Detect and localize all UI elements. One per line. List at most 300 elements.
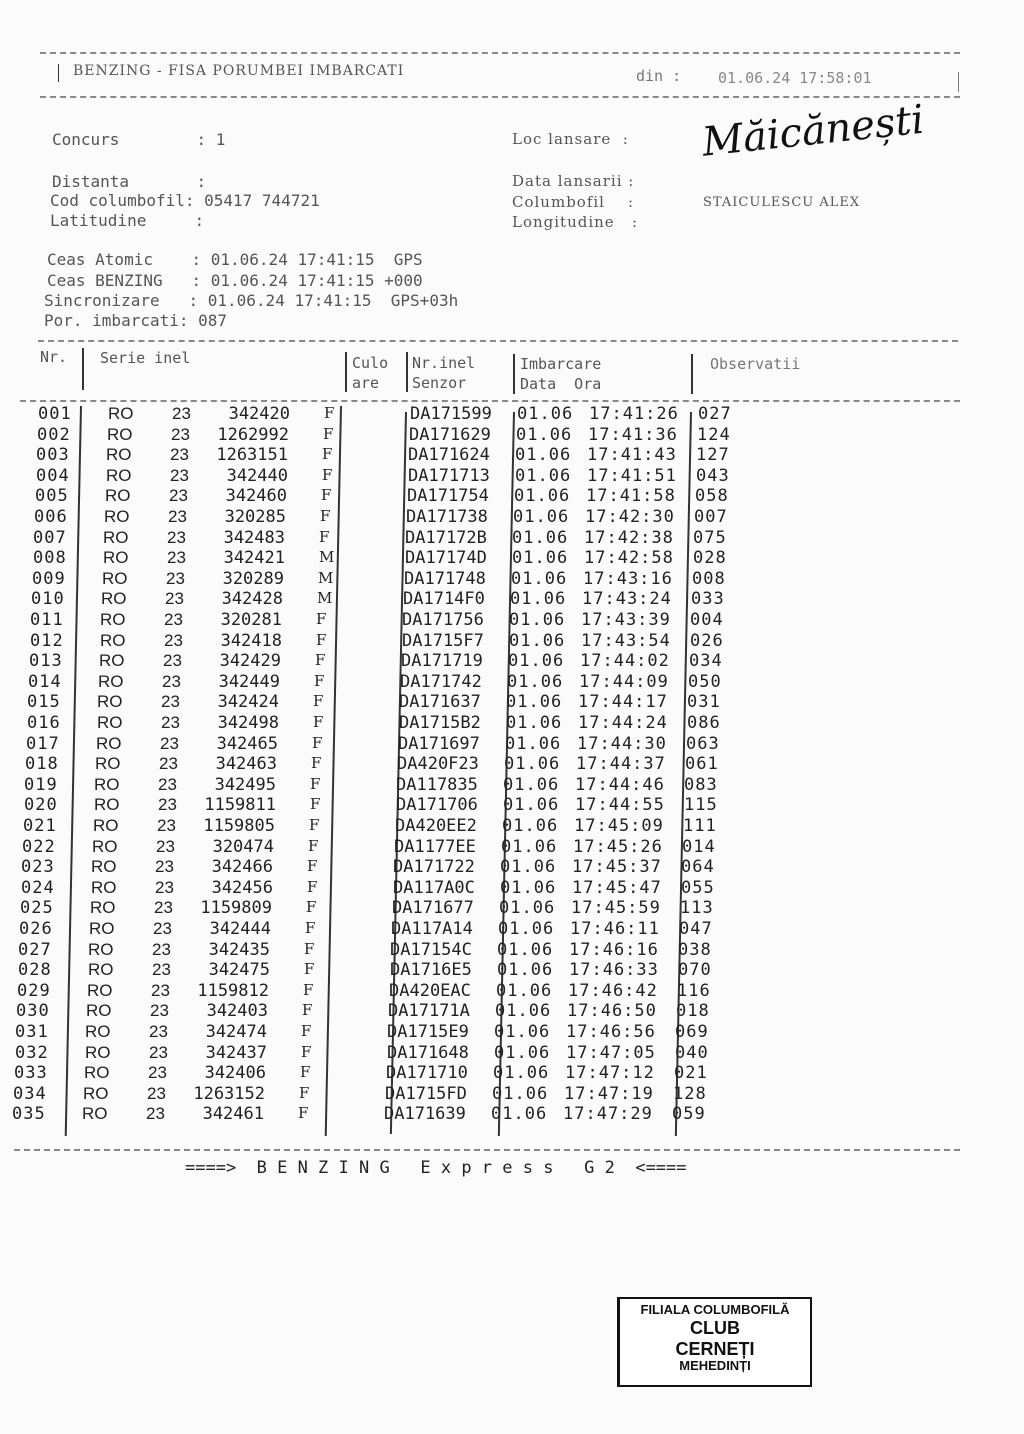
row-observatii: 128	[673, 1083, 707, 1104]
row-country: RO	[94, 774, 120, 794]
table-row	[0, 692, 1024, 713]
table-row	[0, 919, 1024, 940]
table-row	[0, 672, 1024, 693]
row-observatii: 113	[680, 898, 714, 919]
row-sensor-ring: DA1715B2	[399, 713, 481, 733]
col-divider-culoare	[406, 352, 408, 392]
row-year: 23	[157, 816, 176, 835]
row-year: 23	[159, 754, 178, 774]
row-date: 01.06	[505, 733, 562, 754]
row-country: RO	[104, 507, 130, 526]
row-date: 01.06	[517, 404, 574, 424]
row-time: 17:46:16	[569, 939, 659, 960]
row-sex: F	[313, 692, 324, 711]
row-time: 17:46:33	[569, 960, 659, 981]
row-ring-number: 342428	[221, 589, 283, 610]
row-time: 17:45:09	[574, 816, 664, 836]
loc-lansare-field: Loc lansare :	[512, 130, 629, 148]
row-nr: 007	[33, 527, 67, 548]
table-row	[0, 1043, 1024, 1064]
row-observatii: 115	[684, 795, 718, 816]
table-row	[0, 754, 1024, 775]
row-sensor-ring: DA420EAC	[389, 980, 471, 1001]
row-time: 17:42:58	[584, 548, 674, 569]
row-ring-number: 342437	[205, 1042, 267, 1063]
row-year: 23	[147, 1083, 166, 1103]
table-row	[0, 940, 1024, 961]
row-sex: F	[312, 733, 323, 752]
row-ring-number: 320281	[220, 610, 282, 630]
table-row	[0, 1084, 1024, 1105]
row-observatii: 058	[695, 486, 729, 507]
table-row	[0, 610, 1024, 631]
row-nr: 023	[21, 857, 55, 878]
row-sensor-ring: DA117A0C	[393, 877, 475, 898]
stamp-line-3: CERNEȚI	[675, 1338, 755, 1359]
row-sensor-ring: DA171697	[398, 733, 480, 754]
row-sex: F	[307, 857, 318, 876]
stamp-line-4: MEHEDINȚI	[679, 1358, 751, 1374]
row-date: 01.06	[497, 939, 554, 960]
row-year: 23	[164, 610, 183, 629]
row-sex: F	[311, 754, 322, 773]
col-header-culoare-1: Culo	[352, 354, 389, 372]
row-sex: F	[306, 898, 317, 917]
table-row	[0, 734, 1024, 755]
row-date: 01.06	[510, 589, 567, 610]
row-observatii: 083	[684, 774, 718, 795]
table-row	[0, 631, 1024, 652]
columbofil-name: STAICULESCU ALEX	[703, 195, 861, 210]
row-nr: 033	[14, 1063, 48, 1084]
columbofil-field: Columbofil :	[512, 193, 635, 211]
latitudine-field: Latitudine :	[50, 211, 205, 230]
row-sex: F	[308, 836, 319, 855]
row-observatii: 069	[675, 1022, 709, 1042]
row-country: RO	[103, 527, 129, 547]
row-ring-number: 342440	[226, 465, 288, 486]
row-ring-number: 320289	[222, 568, 284, 589]
row-observatii: 026	[690, 630, 724, 651]
din-label: din :	[636, 67, 682, 85]
table-header-rule	[20, 400, 960, 402]
row-ring-number: 342444	[209, 919, 271, 939]
row-date: 01.06	[503, 795, 560, 816]
row-ring-number: 342420	[228, 404, 290, 424]
row-time: 17:44:37	[576, 754, 666, 775]
row-date: 01.06	[504, 754, 561, 775]
row-sensor-ring: DA420EE2	[395, 816, 477, 836]
row-country: RO	[86, 1001, 112, 1021]
row-nr: 022	[22, 836, 56, 857]
row-nr: 031	[15, 1022, 49, 1042]
row-sensor-ring: DA171706	[396, 795, 478, 816]
row-time: 17:43:39	[581, 610, 671, 630]
row-time: 17:44:55	[575, 795, 665, 816]
row-observatii: 124	[697, 424, 731, 445]
row-country: RO	[85, 1042, 111, 1062]
row-year: 23	[168, 507, 187, 526]
row-date: 01.06	[509, 610, 566, 630]
row-year: 23	[155, 877, 174, 897]
row-sensor-ring: DA171742	[400, 671, 482, 692]
row-ring-number: 1159812	[197, 980, 269, 1001]
row-date: 01.06	[507, 671, 564, 692]
row-sensor-ring: DA1715FD	[385, 1083, 467, 1104]
row-country: RO	[105, 486, 131, 506]
row-ring-number: 1159805	[203, 816, 275, 836]
row-nr: 001	[38, 404, 72, 424]
row-nr: 020	[24, 795, 58, 816]
table-row	[0, 837, 1024, 858]
row-sex: F	[309, 816, 320, 834]
row-sex: F	[303, 980, 314, 999]
row-country: RO	[91, 857, 117, 877]
row-sex: F	[322, 465, 333, 484]
table-row	[0, 1104, 1024, 1125]
row-ring-number: 342429	[219, 651, 281, 672]
table-row	[0, 775, 1024, 796]
row-sex: M	[318, 568, 334, 587]
header-top-rule	[40, 52, 960, 54]
row-sensor-ring: DA171754	[407, 486, 489, 507]
row-observatii: 004	[690, 610, 724, 630]
row-nr: 004	[36, 465, 70, 486]
row-ring-number: 342460	[225, 486, 287, 507]
row-ring-number: 320474	[212, 836, 274, 857]
col-divider-senzor	[513, 354, 515, 394]
row-date: 01.06	[493, 1063, 550, 1084]
row-sex: F	[301, 1022, 312, 1040]
table-row	[0, 528, 1024, 549]
row-observatii: 008	[692, 568, 726, 589]
row-sensor-ring: DA171722	[393, 857, 475, 878]
table-row	[0, 981, 1024, 1002]
row-nr: 005	[35, 486, 69, 507]
row-ring-number: 342475	[208, 960, 270, 981]
row-sensor-ring: DA1714F0	[403, 589, 485, 610]
row-country: RO	[94, 795, 120, 815]
row-sex: F	[313, 713, 324, 731]
row-time: 17:45:47	[572, 877, 662, 898]
row-time: 17:41:36	[588, 424, 678, 445]
row-ring-number: 342463	[215, 754, 277, 775]
row-nr: 034	[13, 1083, 47, 1104]
col-header-culoare-2: are	[352, 374, 380, 392]
row-sex: F	[321, 486, 332, 505]
row-observatii: 033	[691, 589, 725, 610]
row-nr: 028	[18, 960, 52, 981]
table-row	[0, 425, 1024, 446]
row-year: 23	[170, 445, 189, 465]
row-ring-number: 1262992	[217, 424, 289, 445]
ceas-benzing-line: Ceas BENZING : 01.06.24 17:41:15 +000	[47, 271, 423, 290]
row-year: 23	[163, 651, 182, 671]
row-year: 23	[172, 404, 191, 423]
row-sensor-ring: DA117835	[396, 774, 478, 795]
table-row	[0, 713, 1024, 734]
row-sex: F	[300, 1063, 311, 1082]
row-sex: F	[314, 671, 325, 690]
row-observatii: 043	[696, 465, 730, 486]
table-row	[0, 1063, 1024, 1084]
row-sex: F	[298, 1104, 309, 1123]
row-country: RO	[100, 610, 126, 629]
row-country: RO	[88, 939, 114, 959]
table-bottom-rule	[14, 1149, 960, 1151]
row-year: 23	[161, 692, 180, 712]
row-sex: F	[315, 651, 326, 670]
row-date: 01.06	[500, 877, 557, 898]
row-country: RO	[103, 548, 129, 568]
report-title: BENZING - FISA PORUMBEI IMBARCATI	[73, 63, 405, 79]
row-sex: F	[301, 1042, 312, 1061]
row-ring-number: 342456	[211, 877, 273, 898]
row-sensor-ring: DA171677	[392, 898, 474, 919]
row-time: 17:44:46	[575, 774, 665, 795]
row-sensor-ring: DA171639	[384, 1104, 466, 1125]
row-country: RO	[106, 465, 132, 485]
row-nr: 012	[30, 630, 64, 651]
row-ring-number: 342466	[211, 857, 273, 878]
header-right-bar	[958, 72, 959, 92]
row-time: 17:43:16	[583, 568, 673, 589]
row-time: 17:45:37	[572, 857, 662, 878]
row-date: 01.06	[511, 568, 568, 589]
row-sex: F	[324, 404, 335, 422]
row-year: 23	[148, 1063, 167, 1083]
row-observatii: 018	[676, 1001, 710, 1022]
row-sex: F	[319, 527, 330, 546]
row-observatii: 038	[678, 939, 712, 960]
ceas-atomic-line: Ceas Atomic : 01.06.24 17:41:15 GPS	[47, 250, 423, 269]
row-time: 17:41:26	[589, 404, 679, 424]
din-value: 01.06.24 17:58:01	[718, 69, 872, 87]
row-country: RO	[98, 671, 124, 691]
row-sensor-ring: DA171599	[410, 404, 492, 424]
row-year: 23	[167, 548, 186, 568]
table-row	[0, 857, 1024, 878]
row-ring-number: 342474	[205, 1022, 267, 1042]
row-date: 01.06	[506, 692, 563, 713]
row-country: RO	[85, 1022, 111, 1041]
sincronizare-line: Sincronizare : 01.06.24 17:41:15 GPS+03h	[44, 291, 459, 310]
row-sensor-ring: DA1715F7	[402, 630, 484, 651]
row-sex: F	[316, 610, 327, 628]
row-observatii: 050	[688, 671, 722, 692]
row-nr: 019	[24, 774, 58, 795]
row-time: 17:43:54	[581, 630, 671, 651]
row-date: 01.06	[496, 980, 553, 1001]
row-year: 23	[167, 527, 186, 547]
table-row	[0, 507, 1024, 528]
footer-benzing-express: ====> B E N Z I N G E x p r e s s G 2 <====	[185, 1158, 687, 1178]
table-row	[0, 878, 1024, 899]
table-row	[0, 548, 1024, 569]
row-date: 01.06	[497, 960, 554, 981]
row-year: 23	[164, 630, 183, 650]
porumbei-imbarcati-line: Por. imbarcati: 087	[44, 311, 228, 330]
row-date: 01.06	[495, 1001, 552, 1022]
row-sensor-ring: DA1177EE	[394, 836, 476, 857]
table-row	[0, 816, 1024, 837]
row-time: 17:42:30	[585, 507, 675, 527]
row-nr: 013	[29, 651, 63, 672]
row-date: 01.06	[516, 424, 573, 445]
row-year: 23	[152, 939, 171, 959]
row-country: RO	[83, 1083, 109, 1103]
row-ring-number: 1263151	[216, 445, 288, 466]
row-date: 01.06	[499, 898, 556, 919]
row-date: 01.06	[513, 507, 570, 527]
row-ring-number: 342449	[218, 671, 280, 692]
row-time: 17:46:11	[570, 919, 660, 939]
col-header-nrinel: Nr.inel	[412, 354, 476, 372]
row-sensor-ring: DA420F23	[397, 754, 479, 775]
row-sensor-ring: DA117A14	[391, 919, 473, 939]
row-observatii: 116	[677, 980, 711, 1001]
row-date: 01.06	[494, 1042, 551, 1063]
row-time: 17:41:58	[586, 486, 676, 507]
row-year: 23	[146, 1104, 165, 1124]
row-year: 23	[166, 568, 185, 588]
row-ring-number: 342435	[208, 939, 270, 960]
row-year: 23	[162, 671, 181, 691]
row-ring-number: 342403	[206, 1001, 268, 1022]
row-country: RO	[97, 692, 123, 712]
row-time: 17:44:09	[579, 671, 669, 692]
col-header-observatii: Observatii	[710, 355, 801, 373]
table-row	[0, 589, 1024, 610]
row-year: 23	[169, 486, 188, 506]
row-time: 17:44:24	[578, 713, 668, 733]
row-observatii: 055	[681, 877, 715, 898]
row-country: RO	[88, 960, 114, 980]
stamp-line-2: CLUB	[690, 1317, 740, 1338]
row-country: RO	[108, 404, 134, 423]
row-date: 01.06	[498, 919, 555, 939]
row-country: RO	[89, 919, 115, 938]
row-observatii: 075	[693, 527, 727, 548]
row-year: 23	[158, 795, 177, 815]
table-row	[0, 569, 1024, 590]
col-header-serie: Serie inel	[100, 349, 191, 367]
row-date: 01.06	[501, 836, 558, 857]
row-date: 01.06	[503, 774, 560, 795]
row-sensor-ring: DA17172B	[405, 527, 487, 548]
row-country: RO	[106, 445, 132, 465]
row-ring-number: 342421	[223, 548, 285, 569]
row-nr: 025	[20, 898, 54, 919]
row-observatii: 034	[689, 651, 723, 672]
table-row	[0, 795, 1024, 816]
row-year: 23	[161, 713, 180, 732]
col-header-data-ora: Data Ora	[520, 375, 602, 393]
row-ring-number: 320285	[224, 507, 286, 527]
table-row	[0, 960, 1024, 981]
row-date: 01.06	[502, 816, 559, 836]
row-nr: 009	[32, 568, 66, 589]
row-time: 17:41:51	[587, 465, 677, 486]
row-observatii: 127	[696, 445, 730, 466]
row-nr: 032	[15, 1042, 49, 1063]
row-year: 23	[153, 919, 172, 938]
row-nr: 003	[36, 445, 70, 466]
row-sex: F	[304, 939, 315, 958]
header-bottom-rule	[40, 96, 960, 98]
row-ring-number: 1159809	[200, 898, 272, 919]
row-sensor-ring: DA171738	[406, 507, 488, 527]
row-time: 17:42:38	[584, 527, 674, 548]
row-sensor-ring: DA171713	[408, 465, 490, 486]
handwritten-release-place: Măicănești	[700, 96, 927, 166]
row-sensor-ring: DA171719	[401, 651, 483, 672]
row-observatii: 086	[687, 713, 721, 733]
row-country: RO	[90, 898, 116, 918]
row-sex: F	[310, 795, 321, 814]
row-sensor-ring: DA171637	[399, 692, 481, 713]
row-nr: 011	[30, 610, 64, 630]
row-country: RO	[92, 836, 118, 856]
table-row	[0, 1022, 1024, 1043]
row-ring-number: 1159811	[204, 795, 276, 816]
row-date: 01.06	[512, 548, 569, 569]
row-time: 17:44:30	[577, 733, 667, 754]
row-nr: 021	[23, 816, 57, 836]
row-time: 17:47:19	[564, 1083, 654, 1104]
row-ring-number: 342465	[216, 733, 278, 754]
row-year: 23	[155, 857, 174, 877]
row-time: 17:47:12	[565, 1063, 655, 1084]
row-time: 17:46:42	[568, 980, 658, 1001]
row-date: 01.06	[509, 630, 566, 651]
row-year: 23	[152, 960, 171, 980]
col-header-imbarcare: Imbarcare	[520, 355, 602, 373]
table-row	[0, 404, 1024, 425]
row-sex: M	[319, 548, 335, 567]
row-ring-number: 342483	[223, 527, 285, 548]
row-nr: 035	[12, 1104, 46, 1125]
row-sensor-ring: DA171629	[409, 424, 491, 445]
row-observatii: 059	[672, 1104, 706, 1125]
row-country: RO	[102, 568, 128, 588]
row-ring-number: 342406	[204, 1063, 266, 1084]
distanta-field: Distanta :	[52, 172, 207, 191]
row-observatii: 031	[687, 692, 721, 713]
row-sex: F	[305, 919, 316, 937]
row-date: 01.06	[515, 445, 572, 466]
row-observatii: 111	[683, 816, 717, 836]
col-divider-imbarcare	[691, 354, 693, 394]
row-time: 17:46:50	[567, 1001, 657, 1022]
row-date: 01.06	[491, 1104, 548, 1125]
row-time: 17:45:59	[571, 898, 661, 919]
row-observatii: 047	[679, 919, 713, 939]
row-country: RO	[87, 980, 113, 1000]
table-row	[0, 466, 1024, 487]
row-year: 23	[165, 589, 184, 609]
row-sex: F	[310, 774, 321, 793]
row-sensor-ring: DA1716E5	[390, 960, 472, 981]
row-nr: 002	[37, 424, 71, 445]
club-stamp	[617, 1297, 812, 1387]
row-nr: 030	[16, 1001, 50, 1022]
row-country: RO	[96, 733, 122, 753]
row-nr: 018	[25, 754, 59, 775]
col-divider-nr	[82, 348, 84, 390]
row-year: 23	[151, 980, 170, 1000]
row-observatii: 063	[686, 733, 720, 754]
